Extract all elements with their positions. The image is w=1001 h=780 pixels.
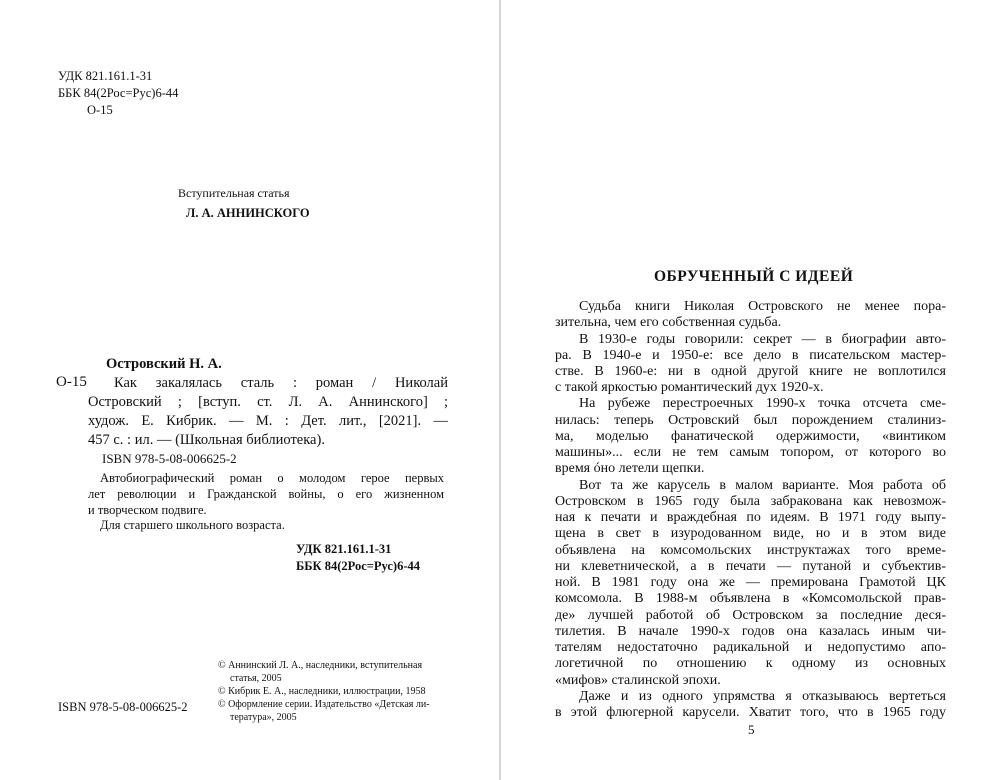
body-line: комсомола. В 1988-м объявлена в «Комсомольской прав-: [555, 591, 946, 607]
annotation-line: Автобиографический роман о молодом герое первых: [100, 471, 444, 485]
catalog-line: Островский ; [вступ. ст. Л. А. Аннинского] ;: [88, 394, 448, 410]
catalog-author: Островский Н. А.: [106, 356, 222, 372]
body-line: На рубеже перестроечных 1990-х точка отсчета сме-: [579, 396, 946, 412]
copyright-line: © Аннинский Л. А., наследники, вступительная: [218, 660, 423, 671]
body-line: время óно летели щепки.: [555, 461, 705, 477]
body-line: В 1930-е годы говорили: секрет — в биографии авто-: [579, 331, 946, 347]
body-line: логетичной по отношению к одному из основных: [555, 656, 946, 672]
copyright-line: © Оформление серии. Издательство «Детская ли-: [218, 699, 430, 710]
body-line: ная к печати и враждебная по идеям. В 1971 году выпу-: [555, 510, 946, 526]
copyright-line: тература», 2005: [230, 712, 297, 723]
body-line: тилетия. В начале 1990-х годов она казалась иным чи-: [555, 623, 946, 639]
body-line: Островском в 1965 году была забракована как невозмож-: [555, 493, 946, 509]
body-line: стве. В 1960-е: ни в одной другой книге не воплотился: [555, 364, 946, 379]
body-line: зительна, чем его собственная судьба.: [555, 315, 782, 331]
catalog-line: худож. Е. Кибрик. — М. : Дет. лит., [2021]. —: [88, 413, 448, 429]
intro-label: Вступительная статья: [178, 186, 290, 200]
copyright-line: статья, 2005: [230, 673, 282, 684]
body-line: «мифов» сталинской эпохи.: [555, 672, 721, 688]
body-line: ма, моделью фанатической одержимости, «винтиком: [555, 428, 946, 444]
chapter-title: ОБРУЧЕННЫЙ С ИДЕЕЙ: [654, 268, 854, 285]
copyright-line: © Кибрик Е. А., наследники, иллюстрации, 1958: [218, 686, 426, 697]
bbk-code-bottom: ББК 84(2Рос=Рус)6-44: [296, 559, 420, 573]
udk-code-top: УДК 821.161.1-31: [58, 69, 153, 83]
catalog-author-mark: О-15: [56, 374, 87, 390]
udk-code-bottom: УДК 821.161.1-31: [296, 542, 392, 556]
catalog-isbn: ISBN 978-5-08-006625-2: [102, 451, 237, 466]
body-line: ни клеветнической, а в печати — путаной и субъектив-: [555, 558, 946, 574]
age-rating: Для старшего школьного возраста.: [100, 518, 285, 532]
body-line: объявлена на комсомольских инструктажах того време-: [555, 542, 946, 558]
annotation-line: лет революции и Гражданской войны, о его жизненном: [88, 487, 444, 501]
isbn-bottom: ISBN 978-5-08-006625-2: [58, 700, 188, 714]
body-line: нилась: теперь Островский был порождением сталиниз-: [555, 412, 946, 428]
body-line: щена в свет в изуродованном виде, но и в этом виде: [555, 526, 946, 542]
page-number: 5: [748, 722, 755, 737]
catalog-line: Как закалялась сталь : роман / Николай: [114, 375, 448, 391]
body-line: машины»... если не тем самым топором, от которого во: [555, 445, 946, 461]
bbk-code-top: ББК 84(2Рос=Рус)6-44: [58, 86, 179, 100]
body-line: ра. В 1940-е и 1950-е: все дело в писательском мастер-: [555, 347, 946, 363]
body-line: Судьба книги Николая Островского не менее пора-: [579, 299, 946, 314]
body-line: с такой яркостью романтический дух 1920-х.: [555, 380, 824, 396]
body-line: де» лучшей работой об Островском за последние деся-: [555, 607, 946, 623]
body-line: Вот та же карусель в малом варианте. Моя работа об: [579, 477, 946, 493]
body-line: Даже и из одного упрямства я отказываюсь вертеться: [579, 688, 946, 704]
intro-author: Л. А. АННИНСКОГО: [186, 206, 310, 220]
catalog-line: 457 с. : ил. — (Школьная библиотека).: [88, 432, 325, 448]
body-line: тателям недостаточно радикальной и недопустимо апо-: [555, 640, 946, 655]
author-mark-top: О-15: [87, 103, 113, 117]
body-line: в этой флюгерной карусели. Хватит того, что в 1965 году: [555, 705, 946, 720]
body-line: ной. В 1981 году она же — премирована Грамотой ЦК: [555, 575, 946, 591]
annotation-line: и творческом подвиге.: [88, 503, 207, 517]
